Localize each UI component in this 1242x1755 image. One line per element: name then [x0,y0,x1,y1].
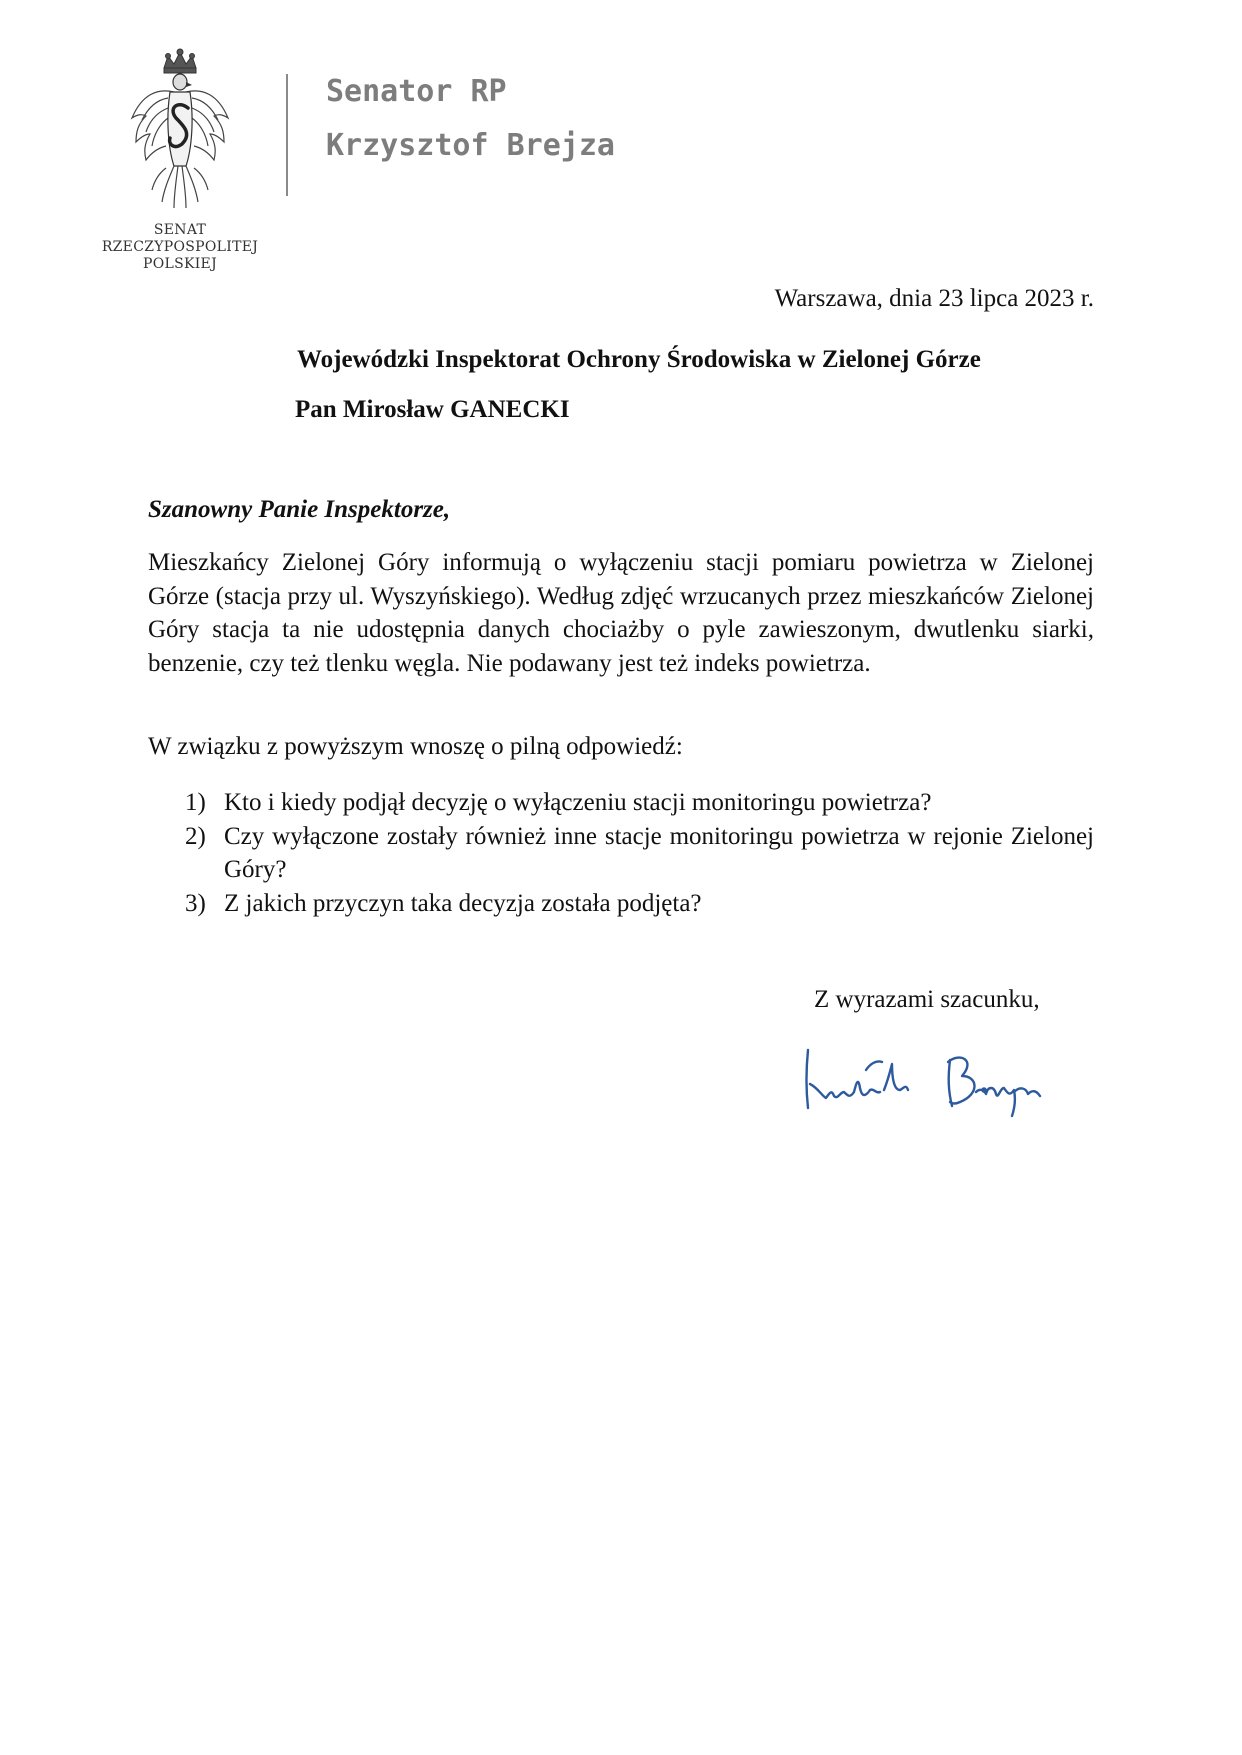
letterhead-divider [286,74,288,196]
senate-eagle-emblem-icon [128,48,232,218]
question-text: Czy wyłączone zostały również inne stacje monitoringu powietrza w rejonie Zielonej Góry? [224,822,1094,883]
question-item [148,786,1094,820]
senate-label-line: SENAT [153,222,207,238]
senator-title: Senator RP [326,74,507,109]
senate-label [92,222,268,273]
salutation: Szanowny Panie Inspektorze, [148,496,451,523]
closing: Z wyrazami szacunku, [814,986,1040,1013]
question-text: Kto i kiedy podjął decyzję o wyłączeniu stacji monitoringu powietrza? [224,789,932,816]
senate-label-line: POLSKIEJ [142,256,217,272]
question-item [148,887,1094,921]
date-line: Warszawa, dnia 23 lipca 2023 r. [774,285,1094,312]
senator-name: Krzysztof Brejza [326,128,615,163]
request-intro: W związku z powyższym wnoszę o pilną odpowiedź: [148,733,683,760]
recipient-person: Pan Mirosław GANECKI [295,396,570,423]
question-number: 1) [185,789,206,816]
body-paragraph: Mieszkańcy Zielonej Góry informują o wyłączeniu stacji pomiaru powietrza w Zielonej Górze (stacja przy ul. Wyszyńskiego). Według zdjęć wrzucanych przez mieszkańców Zielonej Góry stacja ta nie udostępnia danych chociażby o pyle zawieszonym, dwutlenku siarki, benzenie, czy też tlenku węgla. Nie podawany jest też indeks powietrza. [148,549,1094,677]
question-number: 3) [185,889,206,917]
question-item [148,820,1094,887]
senate-label-line: RZECZYPOSPOLITEJ [101,239,259,255]
recipient-organization: Wojewódzki Inspektorat Ochrony Środowiska w Zielonej Górze [297,346,981,373]
handwritten-signature-icon [800,1040,1060,1120]
question-text: Z jakich przyczyn taka decyzja została podjęta? [224,889,702,917]
question-list [148,786,1094,920]
question-number: 2) [185,822,206,850]
